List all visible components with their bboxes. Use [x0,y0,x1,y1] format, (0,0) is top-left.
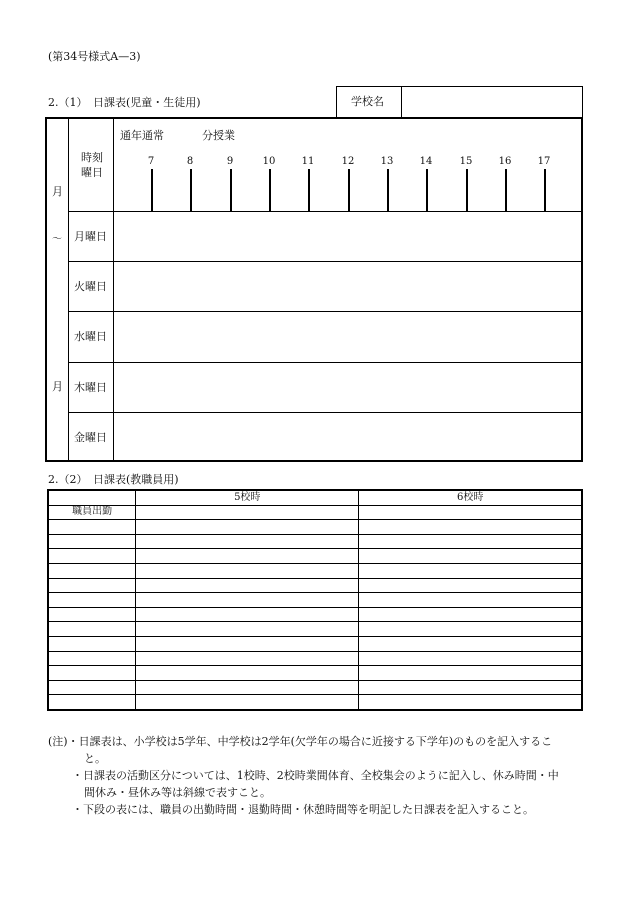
table-row [48,622,582,637]
table-cell[interactable] [359,666,582,681]
table-row [48,578,582,593]
day-label-tuesday: 火曜日 [74,280,107,293]
table-row [48,636,582,651]
hour-tick-10 [269,169,271,211]
table-cell[interactable] [136,651,359,666]
table-cell[interactable] [136,578,359,593]
hour-label-7: 7 [147,156,155,167]
hour-tick-11 [308,169,310,211]
day-label-monday: 月曜日 [74,230,107,243]
table-cell[interactable] [48,651,136,666]
table-row [48,563,582,578]
table-header-row [48,490,582,505]
hour-tick-8 [190,169,192,211]
hour-tick-13 [387,169,389,211]
hour-label-9: 9 [226,156,234,167]
table-row [48,593,582,608]
note-1-line-1: 日課表は、小学校は5学年、中学校は2学年(欠学年の場合に近接する下学年)のものを記入するこ [78,735,553,748]
note-2-line-2: 間休み・昼休み等は斜線で表すこと。 [84,786,271,799]
note-2-line-1: ・日課表の活動区分については、1校時、2校時業間体育、全校集会のように記入し、休み時間・中 [72,769,559,782]
table-cell[interactable] [359,607,582,622]
table-cell[interactable] [136,534,359,549]
table-cell[interactable] [359,505,582,520]
table-cell[interactable] [48,622,136,637]
hour-label-11: 11 [301,156,315,167]
table-cell[interactable] [359,549,582,564]
table-cell[interactable] [359,520,582,535]
table-row [48,520,582,535]
school-name-box [336,86,583,118]
period-label-annual: 通年通常 [120,129,164,142]
table-cell[interactable] [359,563,582,578]
table-row [48,680,582,695]
table-cell[interactable] [136,680,359,695]
day-label: 曜日 [81,166,103,179]
table-cell[interactable] [48,549,136,564]
table-cell[interactable] [136,593,359,608]
month-end-label: 月 [52,380,63,393]
form-code: (第34号様式A—3) [48,50,141,63]
hour-label-15: 15 [459,156,473,167]
hour-label-17: 17 [537,156,551,167]
hour-tick-16 [505,169,507,211]
school-name-label: 学校名 [351,95,384,108]
table-cell[interactable] [136,695,359,710]
table-cell[interactable] [359,651,582,666]
hour-tick-14 [426,169,428,211]
hour-label-14: 14 [419,156,433,167]
table-cell[interactable] [136,622,359,637]
day-label-friday: 金曜日 [74,431,107,444]
table-cell[interactable] [48,666,136,681]
table-row [48,534,582,549]
table-cell[interactable] [48,578,136,593]
table-cell[interactable] [136,549,359,564]
month-start-label: 月 [52,185,63,198]
table-cell[interactable] [48,695,136,710]
hour-label-10: 10 [262,156,276,167]
section1-heading: 2.（1） 日課表(児童・生徒用) [48,96,201,109]
table-cell[interactable] [136,636,359,651]
header-blank [48,490,136,505]
table-cell[interactable] [48,680,136,695]
table-cell[interactable] [48,534,136,549]
table-cell[interactable] [359,695,582,710]
table-cell[interactable] [48,636,136,651]
time-label: 時刻 [81,151,103,164]
table-row [48,607,582,622]
header-period-5: 5校時 [136,490,359,505]
wednesday-schedule-cell[interactable] [115,312,581,361]
month-range-mark: 〜 [52,234,62,245]
hour-tick-12 [348,169,350,211]
hour-tick-17 [544,169,546,211]
table-cell[interactable] [48,563,136,578]
staff-timetable [47,489,583,711]
hour-label-12: 12 [341,156,355,167]
table-row [48,505,582,520]
row-label-staff-arrival: 職員出勤 [48,505,136,520]
monday-schedule-cell[interactable] [115,212,581,260]
table-row [48,651,582,666]
table-cell[interactable] [48,520,136,535]
table-cell[interactable] [359,636,582,651]
school-name-field[interactable] [409,95,579,111]
thursday-schedule-cell[interactable] [115,363,581,411]
notes [48,733,559,818]
table-cell[interactable] [359,578,582,593]
table-cell[interactable] [136,520,359,535]
hour-tick-7 [151,169,153,211]
table-cell[interactable] [359,534,582,549]
table-row [48,549,582,564]
table-row [48,695,582,710]
friday-schedule-cell[interactable] [115,413,581,460]
day-label-wednesday: 水曜日 [74,330,107,343]
hour-label-16: 16 [498,156,512,167]
table-cell[interactable] [136,563,359,578]
header-period-6: 6校時 [359,490,582,505]
hour-label-13: 13 [380,156,394,167]
day-label-thursday: 木曜日 [74,381,107,394]
table-cell[interactable] [48,593,136,608]
note-3: ・下段の表には、職員の出勤時間・退勤時間・休憩時間等を明記した日課表を記入すること。 [72,803,534,816]
table-cell[interactable] [136,607,359,622]
note-1-line-2: と。 [84,752,106,765]
table-row [48,666,582,681]
hour-tick-9 [230,169,232,211]
student-timetable [45,117,583,462]
hour-label-8: 8 [186,156,194,167]
period-label-minutes: 分授業 [202,129,235,142]
table-cell[interactable] [359,622,582,637]
notes-prefix: (注)・ [48,735,79,748]
section2-heading: 2.（2） 日課表(教職員用) [48,473,179,486]
table-cell[interactable] [359,593,582,608]
tuesday-schedule-cell[interactable] [115,262,581,310]
table-cell[interactable] [48,607,136,622]
table-cell[interactable] [136,666,359,681]
table-cell[interactable] [359,680,582,695]
table-cell[interactable] [136,505,359,520]
hour-tick-15 [466,169,468,211]
